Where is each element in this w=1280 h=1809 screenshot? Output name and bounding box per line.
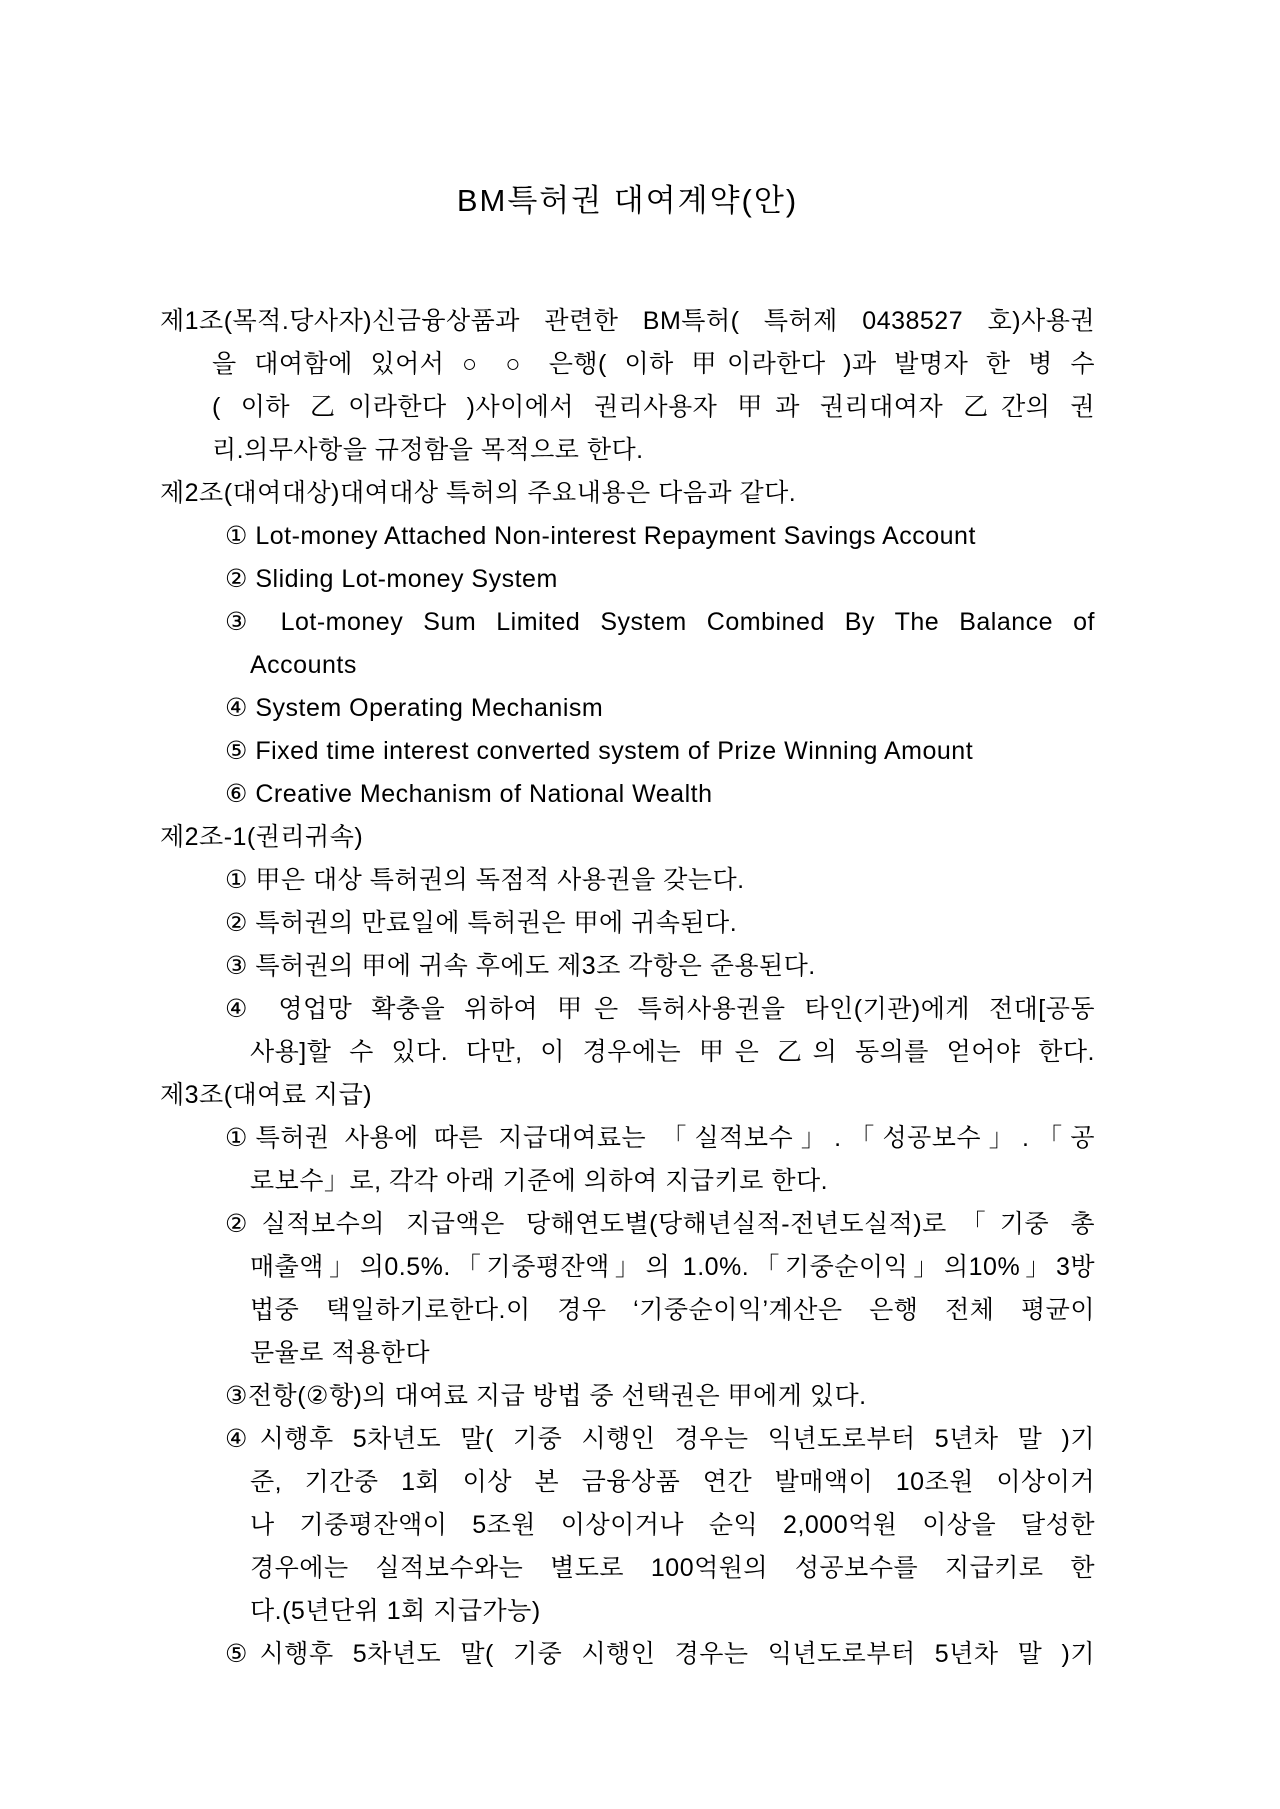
text-line: 법중 택일하기로한다.이 경우 ‘기중순이익’계산은 은행 전체 평균이 bbox=[250, 1296, 1095, 1324]
text-line: 제2조(대여대상)대여대상 특허의 주요내용은 다음과 같다. bbox=[160, 479, 797, 507]
text-line: ⑤시행후 5차년도 말( 기중 시행인 경우는 익년도로부터 5년차 말 )기 bbox=[225, 1640, 1095, 1668]
text-line: 나 기중평잔액이 5조원 이상이거나 순익 2,000억원 이상을 달성한 bbox=[250, 1511, 1095, 1539]
text-line: 제2조-1(권리귀속) bbox=[160, 823, 364, 851]
text-line: ⑥ Creative Mechanism of National Wealth bbox=[225, 780, 713, 808]
text-line: 제1조(목적.당사자)신금융상품과 관련한 BM특허( 특허제 0438527 호)사용권 bbox=[160, 307, 1095, 335]
text-line: ② Sliding Lot-money System bbox=[225, 565, 558, 593]
text-line: 리.의무사항을 규정함을 목적으로 한다. bbox=[212, 436, 644, 464]
text-line: 로보수」로, 각각 아래 기준에 의하여 지급키로 한다. bbox=[250, 1167, 829, 1195]
text-line: 문율로 적용한다 bbox=[250, 1339, 430, 1367]
text-line: ④ 영업망 확충을 위하여 甲은 특허사용권을 타인(기관)에게 전대[공동 bbox=[225, 995, 1095, 1023]
text-line: 을 대여함에 있어서 ○ ○ 은행( 이하 甲이라한다 )과 발명자 한 병 수 bbox=[212, 350, 1095, 378]
text-line: ② 특허권의 만료일에 특허권은 甲에 귀속된다. bbox=[225, 909, 738, 937]
text-line: 준, 기간중 1회 이상 본 금융상품 연간 발매액이 10조원 이상이거 bbox=[250, 1468, 1095, 1496]
text-line: ①특허권 사용에 따른 지급대여료는 「실적보수」.「성공보수」.「공 bbox=[225, 1124, 1095, 1152]
text-line: ① 甲은 대상 특허권의 독점적 사용권을 갖는다. bbox=[225, 866, 745, 894]
text-line: ① Lot-money Attached Non-interest Repayment Savings Account bbox=[225, 522, 976, 550]
text-line: ③ 특허권의 甲에 귀속 후에도 제3조 각항은 준용된다. bbox=[225, 952, 816, 980]
text-line: ( 이하 乙이라한다 )사이에서 권리사용자 甲과 권리대여자 乙간의 권 bbox=[212, 393, 1095, 421]
text-line: ③ Lot-money Sum Limited System Combined By The Balance of bbox=[225, 608, 1095, 636]
text-line: ⑤ Fixed time interest converted system of Prize Winning Amount bbox=[225, 737, 974, 765]
text-line: ②실적보수의 지급액은 당해연도별(당해년실적-전년도실적)로「기중 총 bbox=[225, 1210, 1095, 1238]
text-line: 제3조(대여료 지급) bbox=[160, 1081, 373, 1109]
text-line: ③전항(②항)의 대여료 지급 방법 중 선택권은 甲에게 있다. bbox=[225, 1382, 867, 1410]
text-line: 다.(5년단위 1회 지급가능) bbox=[250, 1597, 541, 1625]
document-title: BM특허권 대여계약(안) bbox=[456, 183, 799, 218]
text-line: 경우에는 실적보수와는 별도로 100억원의 성공보수를 지급키로 한 bbox=[250, 1554, 1095, 1582]
text-line: ④시행후 5차년도 말( 기중 시행인 경우는 익년도로부터 5년차 말 )기 bbox=[225, 1425, 1095, 1453]
text-line: Accounts bbox=[250, 651, 357, 679]
text-line: 매출액」의0.5%.「기중평잔액」의 1.0%.「기중순이익」의10%」3방 bbox=[250, 1253, 1095, 1281]
text-line: ④ System Operating Mechanism bbox=[225, 694, 604, 722]
text-line: 사용]할 수 있다. 다만, 이 경우에는 甲은 乙의 동의를 얻어야 한다. bbox=[250, 1038, 1095, 1066]
document-body bbox=[160, 300, 1095, 1676]
